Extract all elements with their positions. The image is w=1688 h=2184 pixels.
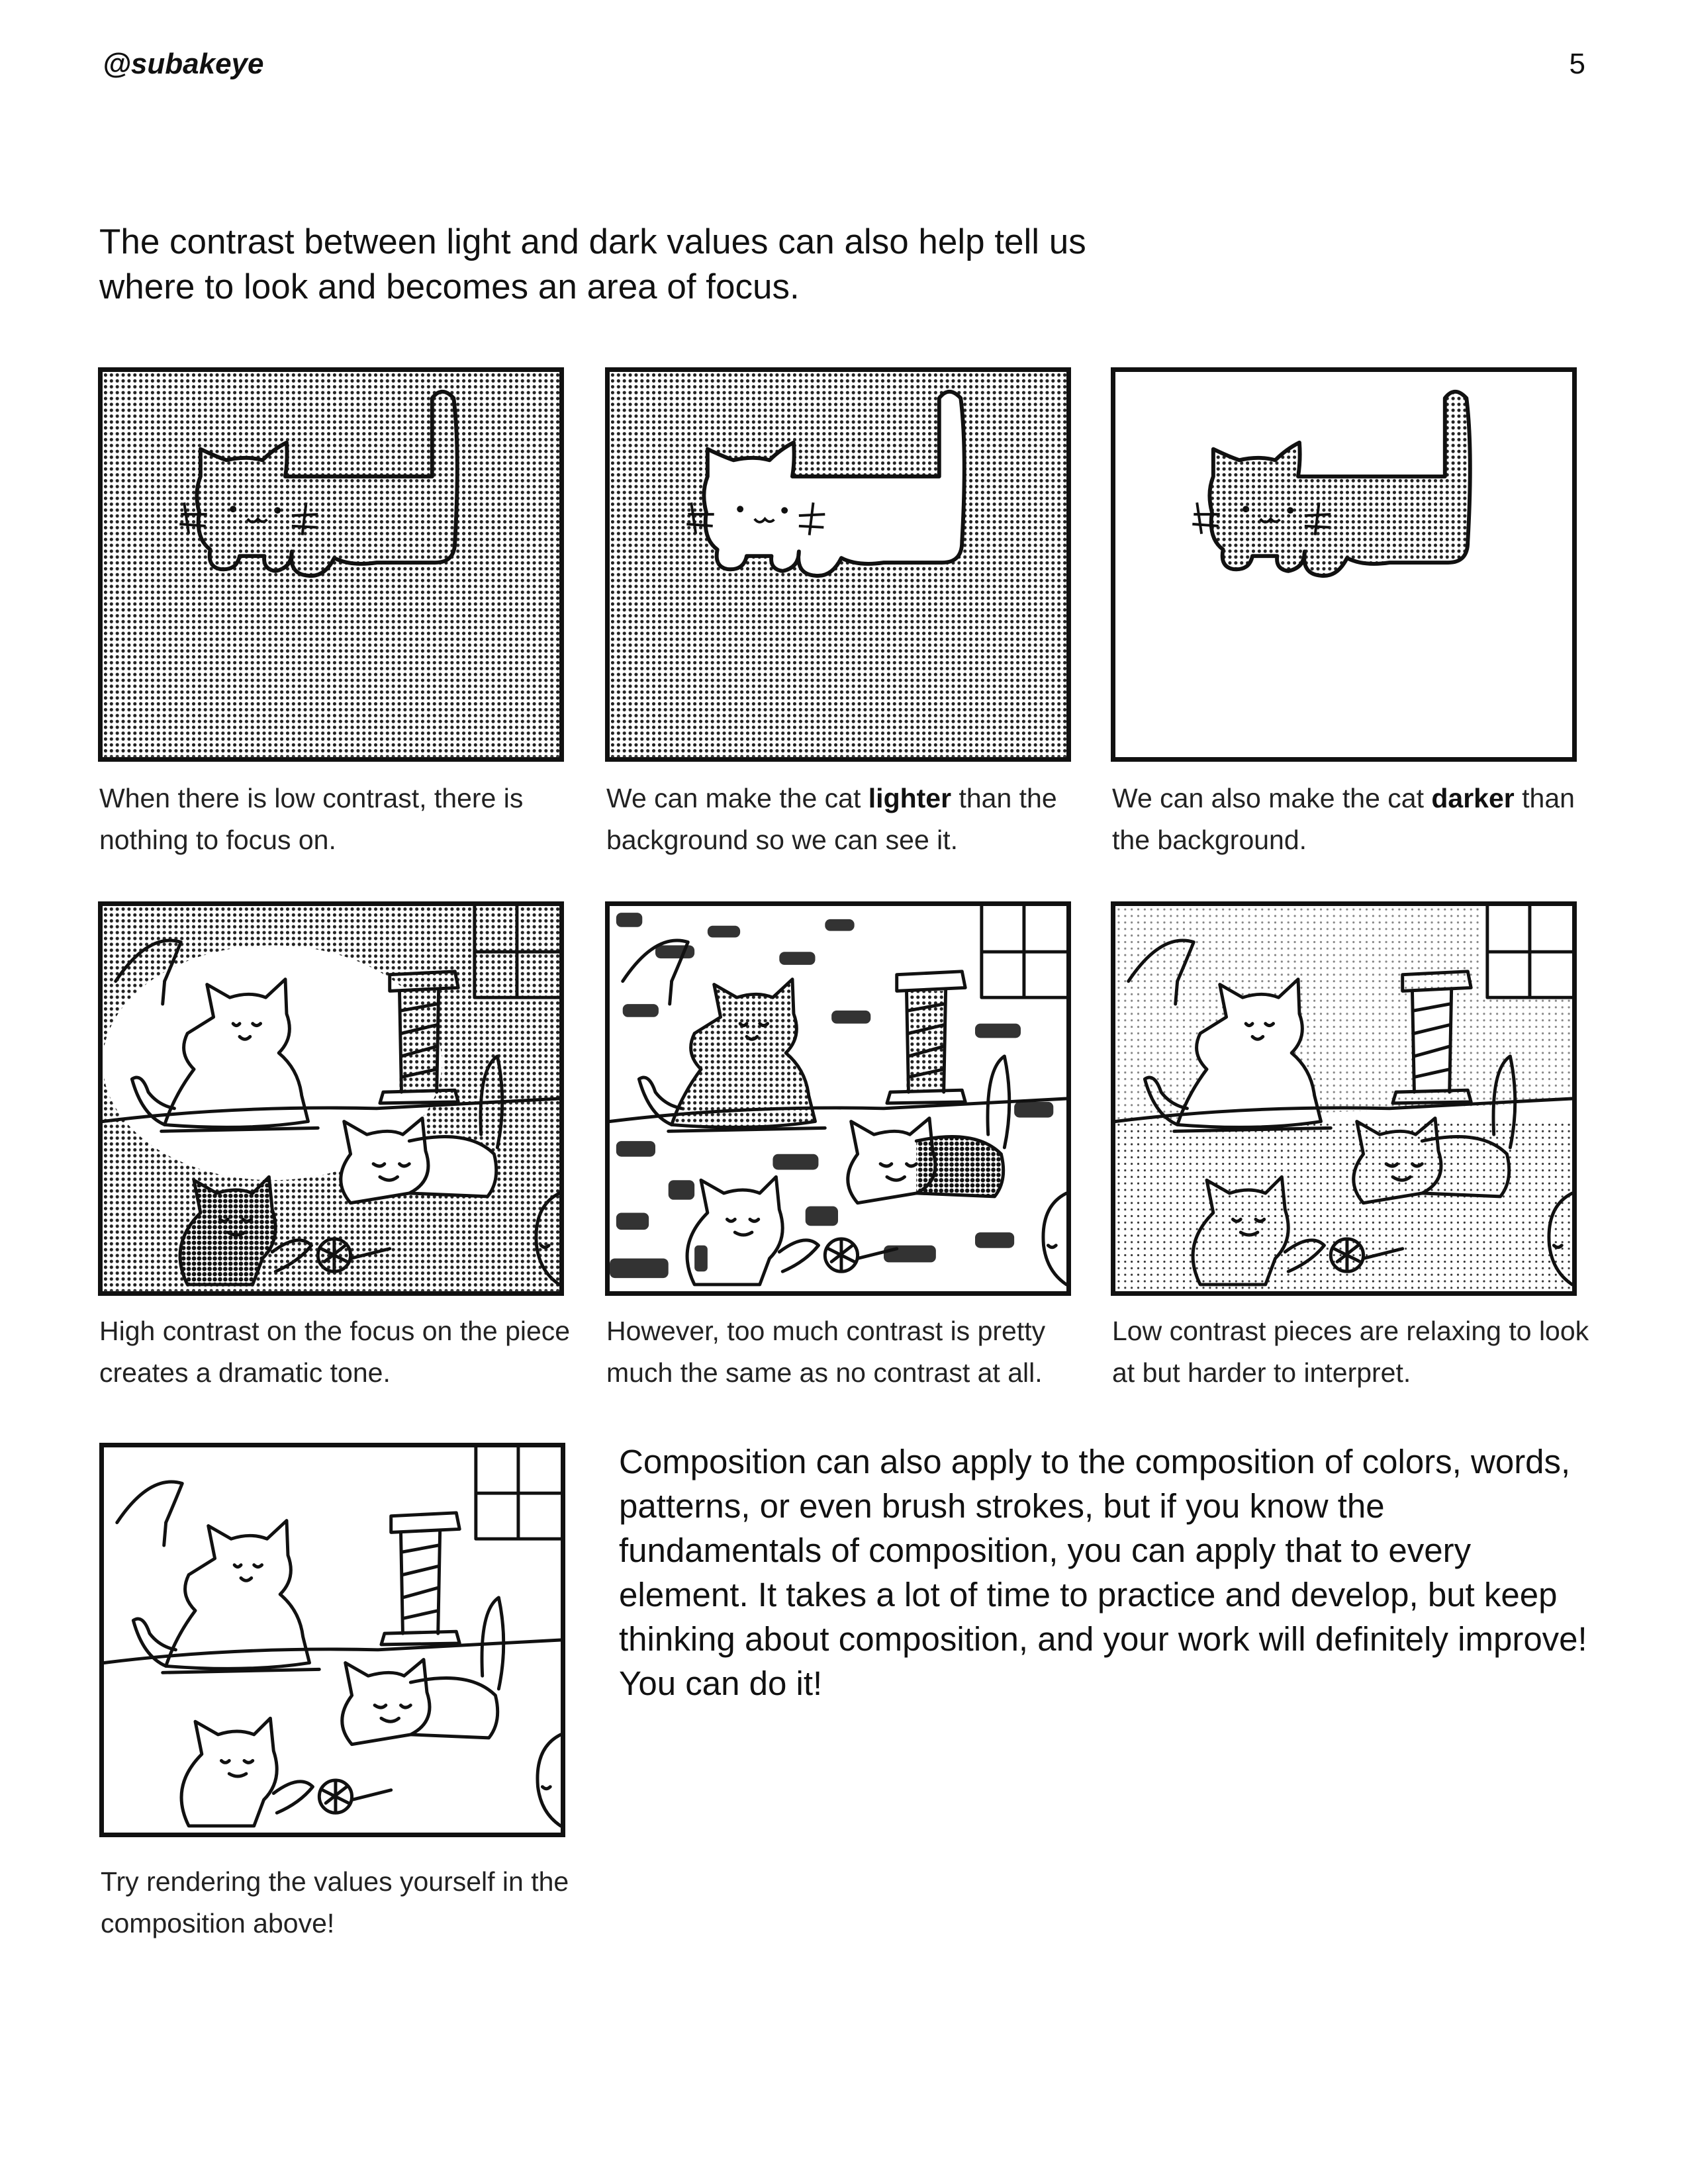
panel-low-contrast xyxy=(98,367,564,762)
cat-illustration-low-contrast xyxy=(103,372,559,757)
caption-low-contrast: When there is low contrast, there is nothing to focus on. xyxy=(99,783,524,855)
cat-illustration-darker xyxy=(1115,372,1572,757)
caption-lighter-post: than the background so we can see it. xyxy=(606,783,1057,855)
scene-illustration-soft xyxy=(1115,906,1572,1291)
caption-lighter-cat xyxy=(606,778,1096,861)
scene-illustration-busy xyxy=(610,906,1066,1291)
caption-too-much-contrast: However, too much contrast is pretty much the same as no contrast at all. xyxy=(606,1316,1046,1388)
caption-try-rendering: Try rendering the values yourself in the composition above! xyxy=(101,1866,569,1938)
caption-darker-bold: darker xyxy=(1431,783,1515,813)
panel-darker-cat xyxy=(1111,367,1577,762)
caption-high-contrast: High contrast on the focus on the piece creates a dramatic tone. xyxy=(99,1316,571,1388)
page-number: 5 xyxy=(1569,48,1585,80)
caption-low-contrast-relaxing: Low contrast pieces are relaxing to look at but harder to interpret. xyxy=(1112,1316,1589,1388)
caption-darker-pre: We can also make the cat xyxy=(1112,783,1432,813)
caption-darker-post: than the background. xyxy=(1112,783,1575,855)
panel-too-much-contrast xyxy=(605,901,1071,1296)
panel-low-contrast-relaxing xyxy=(1111,901,1577,1296)
author-handle: @subakeye xyxy=(103,48,264,80)
caption-lighter-bold: lighter xyxy=(868,783,952,813)
panel-high-contrast-focus xyxy=(98,901,564,1296)
caption-darker-cat xyxy=(1112,778,1602,861)
caption-lighter-pre: We can make the cat xyxy=(606,783,868,813)
scene-illustration-lineart xyxy=(104,1447,561,1833)
scene-illustration-dramatic xyxy=(103,906,559,1291)
panel-blank-composition xyxy=(99,1443,565,1837)
closing-paragraph: Composition can also apply to the composition of colors, words, patterns, or even brush strokes, but if you know the fundamentals of composition, you can apply that to every element. It takes a lot of time to practice and develop, but keep thinking about composition, and your work will definitely improve! You can do it! xyxy=(619,1443,1587,1702)
cat-illustration-lighter xyxy=(610,372,1066,757)
panel-lighter-cat xyxy=(605,367,1071,762)
page-heading: The contrast between light and dark values can also help tell us where to look and becomes an area of focus. xyxy=(99,222,1086,306)
